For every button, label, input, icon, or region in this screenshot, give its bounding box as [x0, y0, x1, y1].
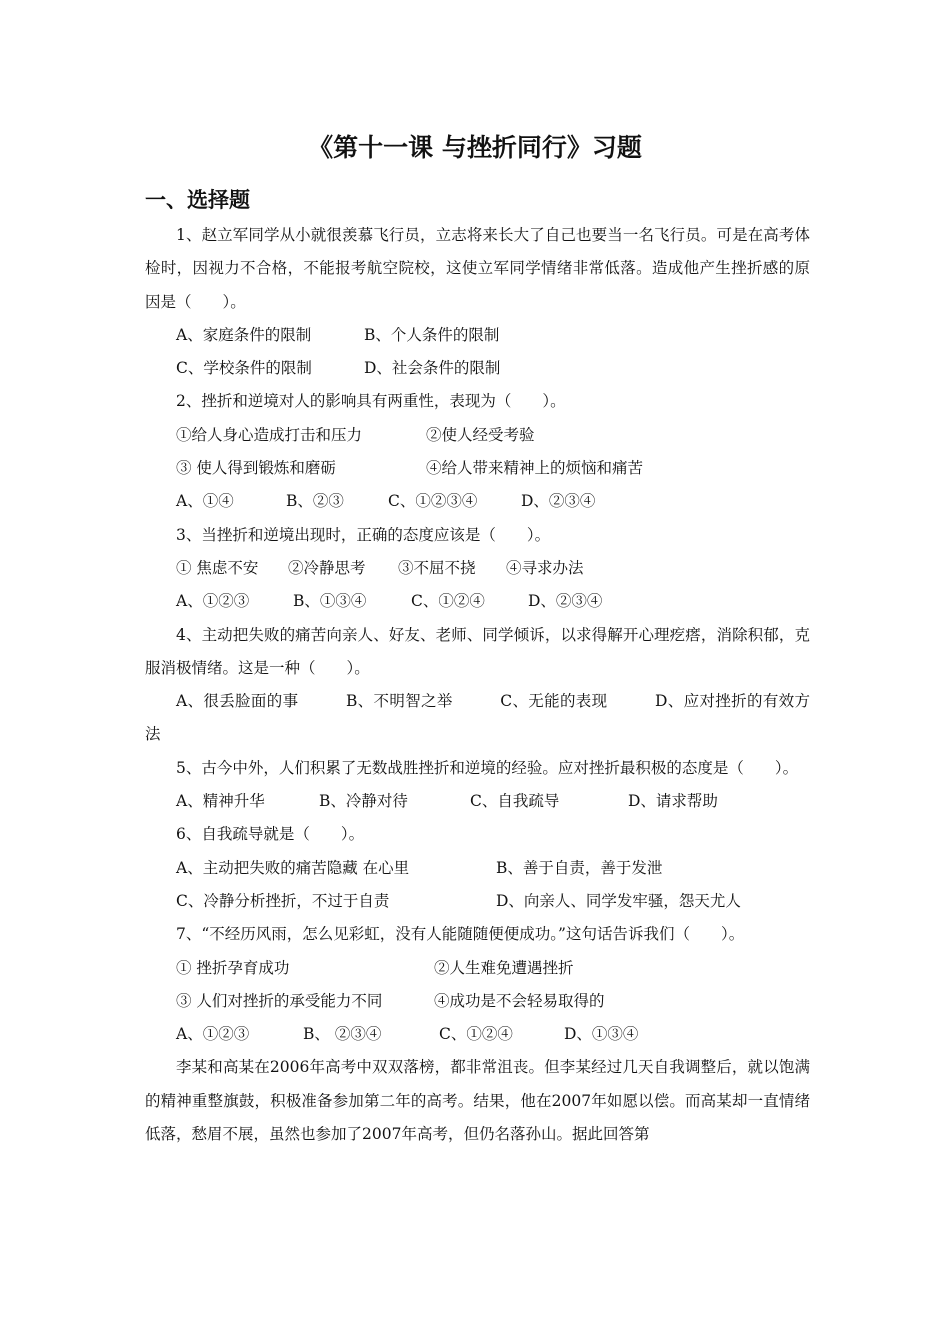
option-d: D、向亲人、同学发牢骚，怨天尤人: [496, 891, 741, 910]
question-5-stem: 5、古今中外，人们积累了无数战胜挫折和逆境的经验。应对挫折最积极的态度是（ ）。: [176, 758, 799, 777]
question-6-options-row-1: [145, 852, 810, 885]
question-1-options-row-1: [145, 319, 810, 352]
option-b: B、个人条件的限制: [364, 325, 500, 344]
statement-3: ③ 使人得到锻炼和磨砺: [176, 459, 336, 478]
question-5-options: [145, 785, 810, 818]
statement-4: ④寻求办法: [506, 558, 584, 577]
question-2-stem: 2、挫折和逆境对人的影响具有两重性，表现为（ ）。: [176, 392, 566, 411]
option-b: B、冷静对待: [319, 792, 408, 811]
question-3-options: [145, 585, 810, 618]
option-c: C、①②③④: [388, 492, 478, 511]
question-7-statements-row-1: [145, 952, 810, 985]
question-1-stem: 1、赵立军同学从小就很羡慕飞行员，立志将来长大了自己也要当一名飞行员。可是在高考体检时，因视力不合格，不能报考航空院校，这使立军同学情绪非常低落。造成他产生挫折感的原因是（ ）。: [145, 226, 810, 311]
question-7-stem: 7、“不经历风雨，怎么见彩虹，没有人能随随便便成功。”这句话告诉我们（ ）。: [176, 925, 745, 944]
option-c: C、学校条件的限制: [176, 359, 312, 378]
statement-4: ④成功是不会轻易取得的: [434, 991, 605, 1010]
option-b: B、①③④: [293, 592, 367, 611]
statement-1: ① 焦虑不安: [176, 558, 259, 577]
option-d: D、②③④: [528, 592, 603, 611]
question-6-stem: 6、自我疏导就是（ ）。: [176, 825, 365, 844]
statement-2: ②人生难免遭遇挫折: [434, 958, 574, 977]
option-d: D、社会条件的限制: [364, 359, 501, 378]
statement-2: ②使人经受考验: [426, 425, 535, 444]
option-d: D、请求帮助: [628, 792, 718, 811]
option-c: C、冷静分析挫折，不过于自责: [176, 891, 390, 910]
question-4-options: A、很丢脸面的事 B、不明智之举 C、无能的表现 D、应对挫折的有效方法: [145, 692, 810, 744]
statement-2: ②冷静思考: [288, 558, 366, 577]
question-7-statements-row-2: [145, 985, 810, 1018]
option-c: C、①②④: [411, 592, 485, 611]
statement-3: ③不屈不挠: [398, 558, 476, 577]
option-b: B、 ②③④: [303, 1025, 382, 1044]
option-d: D、①③④: [564, 1025, 639, 1044]
option-c: C、自我疏导: [470, 792, 560, 811]
statement-1: ① 挫折孕育成功: [176, 958, 290, 977]
option-d: D、②③④: [521, 492, 596, 511]
question-2-options: [145, 485, 810, 518]
option-c: C、①②④: [439, 1025, 513, 1044]
option-b: B、善于自责，善于发泄: [496, 858, 663, 877]
statement-4: ④给人带来精神上的烦恼和痛苦: [426, 459, 644, 478]
section-heading: 一、选择题: [145, 188, 250, 212]
option-a: A、家庭条件的限制: [176, 325, 312, 344]
question-6-options-row-2: [145, 885, 810, 918]
statement-3: ③ 人们对挫折的承受能力不同: [176, 991, 383, 1010]
question-3-stem: 3、当挫折和逆境出现时，正确的态度应该是（ ）。: [176, 525, 551, 544]
question-2-statements-row-2: [145, 452, 810, 485]
question-1-options-row-2: [145, 352, 810, 385]
question-2-statements-row-1: [145, 419, 810, 452]
question-list: [145, 219, 810, 1151]
page-title: 《第十一课 与挫折同行》习题: [308, 133, 642, 162]
question-3-statements: [145, 552, 810, 585]
option-a: A、主动把失败的痛苦隐藏 在心里: [176, 858, 410, 877]
option-a: A、精神升华: [176, 792, 265, 811]
option-a: A、①②③: [176, 592, 250, 611]
question-7-options: [145, 1018, 810, 1051]
option-b: B、②③: [286, 492, 344, 511]
option-a: A、①④: [176, 492, 234, 511]
option-a: A、①②③: [176, 1025, 250, 1044]
reading-passage: 李某和高某在2006年高考中双双落榜，都非常沮丧。但李某经过几天自我调整后，就以饱满的精神重整旗鼓，积极准备参加第二年的高考。结果，他在2007年如愿以偿。而高某却一直情绪低落，愁眉不展，虽然也参加了2007年高考，但仍名落孙山。据此回答第: [145, 1058, 810, 1144]
statement-1: ①给人身心造成打击和压力: [176, 425, 363, 444]
question-4-stem: 4、主动把失败的痛苦向亲人、好友、老师、同学倾诉，以求得解开心理疙瘩，消除积郁，克服消极情绪。这是一种（ ）。: [145, 625, 810, 677]
